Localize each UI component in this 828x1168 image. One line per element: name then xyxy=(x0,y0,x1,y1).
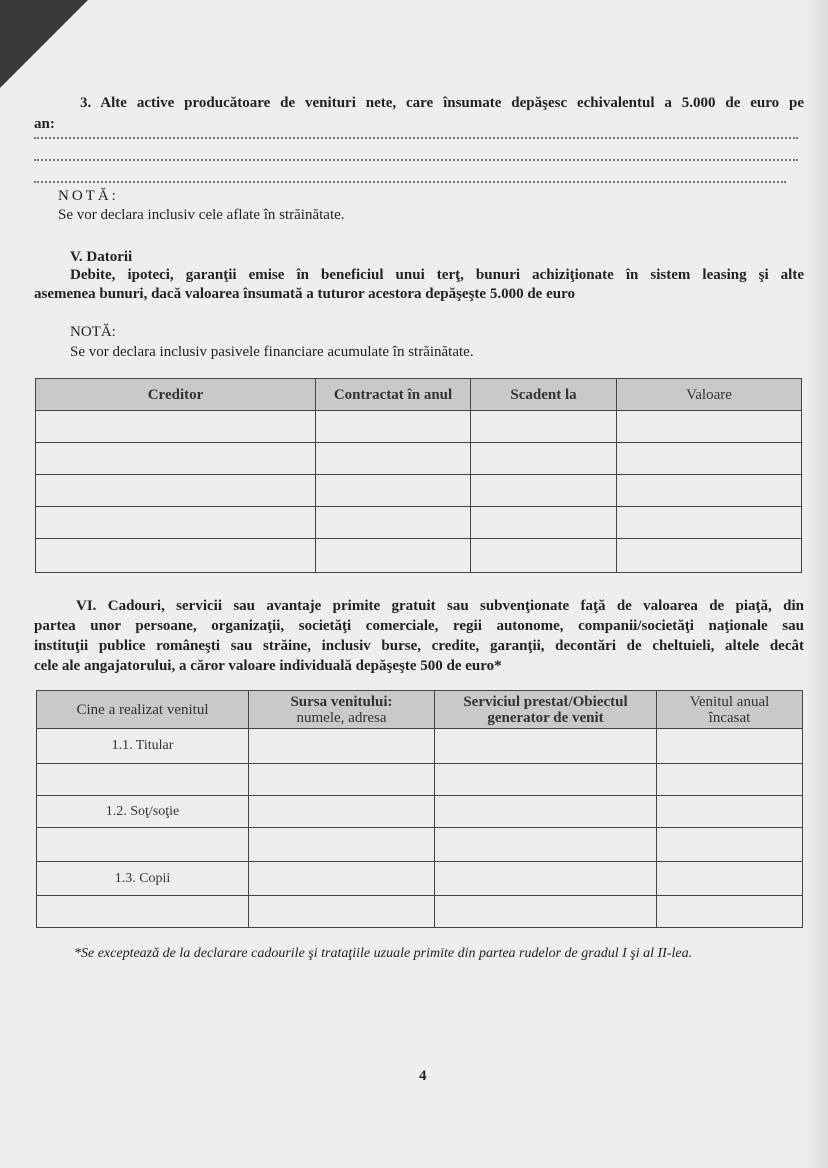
table-cell[interactable] xyxy=(435,764,657,796)
table-cell[interactable] xyxy=(249,764,435,796)
table-cell[interactable] xyxy=(316,443,471,475)
table-cell[interactable] xyxy=(316,475,471,507)
table-cell[interactable] xyxy=(471,475,617,507)
header-2-line2: numele, adresa xyxy=(296,709,387,726)
section-3-title: Alte active producătoare de venituri nete, care însumate depăşesc echivalentul a 5.000 de euro pe xyxy=(100,95,804,111)
section-3-title-line1 xyxy=(80,94,804,112)
header-cine-a-realizat-venitul xyxy=(37,691,249,729)
table-cell[interactable] xyxy=(617,443,802,475)
table-cell[interactable] xyxy=(657,828,803,862)
cadouri-table xyxy=(36,690,803,928)
table-cell[interactable] xyxy=(36,443,316,475)
table-cell[interactable] xyxy=(435,862,657,896)
section-3-title-line2: an: xyxy=(34,116,55,132)
table-cell[interactable] xyxy=(617,475,802,507)
page-number: 4 xyxy=(419,1068,427,1084)
section-3-number: 3. xyxy=(80,95,92,111)
table-cell[interactable] xyxy=(249,896,435,928)
table-cell[interactable] xyxy=(617,539,802,573)
header-1-text: Cine a realizat venitul xyxy=(76,701,209,718)
table-cell[interactable] xyxy=(657,729,803,764)
fill-in-line-2 xyxy=(34,159,798,161)
table-row xyxy=(36,507,802,539)
table-cell[interactable] xyxy=(249,729,435,764)
table-cell[interactable] xyxy=(37,764,249,796)
nota-1-text: Se vor declara inclusiv cele aflate în străinătate. xyxy=(58,207,345,223)
table-cell[interactable] xyxy=(657,796,803,828)
table-cell[interactable] xyxy=(36,475,316,507)
table-cell[interactable] xyxy=(471,539,617,573)
row-label-copii: 1.3. Copii xyxy=(37,862,249,896)
table-cell[interactable] xyxy=(471,507,617,539)
table-cell[interactable] xyxy=(471,411,617,443)
fill-in-line-3 xyxy=(34,181,786,183)
table-cell[interactable] xyxy=(36,507,316,539)
header-creditor: Creditor xyxy=(36,379,316,411)
nota-1-label: NOTĂ: xyxy=(58,188,119,204)
nota-2-label: NOTĂ: xyxy=(70,324,116,340)
section-v-text-line2: asemenea bunuri, dacă valoarea însumată a tuturor acestora depăşeşte 5.000 de euro xyxy=(34,286,575,302)
header-scadent-la: Scadent la xyxy=(471,379,617,411)
section-vi-line2: partea unor persoane, organizaţii, societăţi comerciale, regii autonome, companii/societăţi naţionale sau xyxy=(34,618,804,634)
table-cell[interactable] xyxy=(657,896,803,928)
section-v-text-line1: Debite, ipoteci, garanţii emise în beneficiul unui terţ, bunuri achiziţionate în sistem leasing şi alte xyxy=(70,267,804,283)
row-label-sot-sotie: 1.2. Soţ/soţie xyxy=(37,796,249,828)
datorii-header-row xyxy=(36,379,802,411)
fill-in-line-1 xyxy=(34,137,798,139)
table-cell[interactable] xyxy=(435,896,657,928)
table-row xyxy=(37,828,803,862)
table-cell[interactable] xyxy=(617,411,802,443)
table-cell[interactable] xyxy=(316,507,471,539)
table-row xyxy=(37,796,803,828)
section-vi-line3: instituţii publice româneşti sau străine, inclusiv burse, credite, garanţii, decontări de cheltuieli, altele decât xyxy=(34,638,804,654)
table-row xyxy=(37,862,803,896)
section-v-heading: V. Datorii xyxy=(70,249,133,265)
table-row xyxy=(37,764,803,796)
header-venitul-anual xyxy=(657,691,803,729)
header-4-line2: încasat xyxy=(708,709,751,726)
table-row xyxy=(37,896,803,928)
scan-edge-shadow xyxy=(806,0,828,1168)
header-3-line2: generator de venit xyxy=(487,709,604,726)
table-row xyxy=(36,411,802,443)
header-4-line1: Venitul anual xyxy=(689,693,770,710)
header-sursa-venitului xyxy=(249,691,435,729)
row-label-titular: 1.1. Titular xyxy=(37,729,249,764)
table-cell[interactable] xyxy=(249,862,435,896)
header-2-line1: Sursa venitului: xyxy=(290,693,393,710)
table-cell[interactable] xyxy=(617,507,802,539)
folded-page-corner xyxy=(0,0,88,88)
table-cell[interactable] xyxy=(316,539,471,573)
section-vi-line4: cele ale angajatorului, a căror valoare individuală depăşeşte 500 de euro* xyxy=(34,658,502,674)
table-cell[interactable] xyxy=(471,443,617,475)
table-cell[interactable] xyxy=(657,764,803,796)
header-valoare: Valoare xyxy=(617,379,802,411)
table-cell[interactable] xyxy=(316,411,471,443)
header-serviciul-prestat xyxy=(435,691,657,729)
header-contractat-in-anul: Contractat în anul xyxy=(316,379,471,411)
table-cell[interactable] xyxy=(249,796,435,828)
nota-2-text: Se vor declara inclusiv pasivele financiare acumulate în străinătate. xyxy=(70,344,474,360)
table-row xyxy=(37,729,803,764)
footnote: *Se exceptează de la declarare cadourile şi trataţiile uzuale primite din partea rudelor de gradul I şi al II-lea. xyxy=(74,946,693,961)
table-cell[interactable] xyxy=(657,862,803,896)
table-cell[interactable] xyxy=(249,828,435,862)
header-3-line1: Serviciul prestat/Obiectul xyxy=(463,693,628,710)
table-cell[interactable] xyxy=(37,828,249,862)
table-cell[interactable] xyxy=(435,729,657,764)
table-cell[interactable] xyxy=(435,828,657,862)
cadouri-header-row xyxy=(37,691,803,729)
table-row xyxy=(36,539,802,573)
table-cell[interactable] xyxy=(37,896,249,928)
table-cell[interactable] xyxy=(435,796,657,828)
table-cell[interactable] xyxy=(36,539,316,573)
section-vi-line1: VI. Cadouri, servicii sau avantaje primite gratuit sau subvenţionate faţă de valoarea de piaţă, din xyxy=(76,598,804,614)
table-row xyxy=(36,475,802,507)
table-cell[interactable] xyxy=(36,411,316,443)
datorii-table xyxy=(35,378,802,573)
table-row xyxy=(36,443,802,475)
